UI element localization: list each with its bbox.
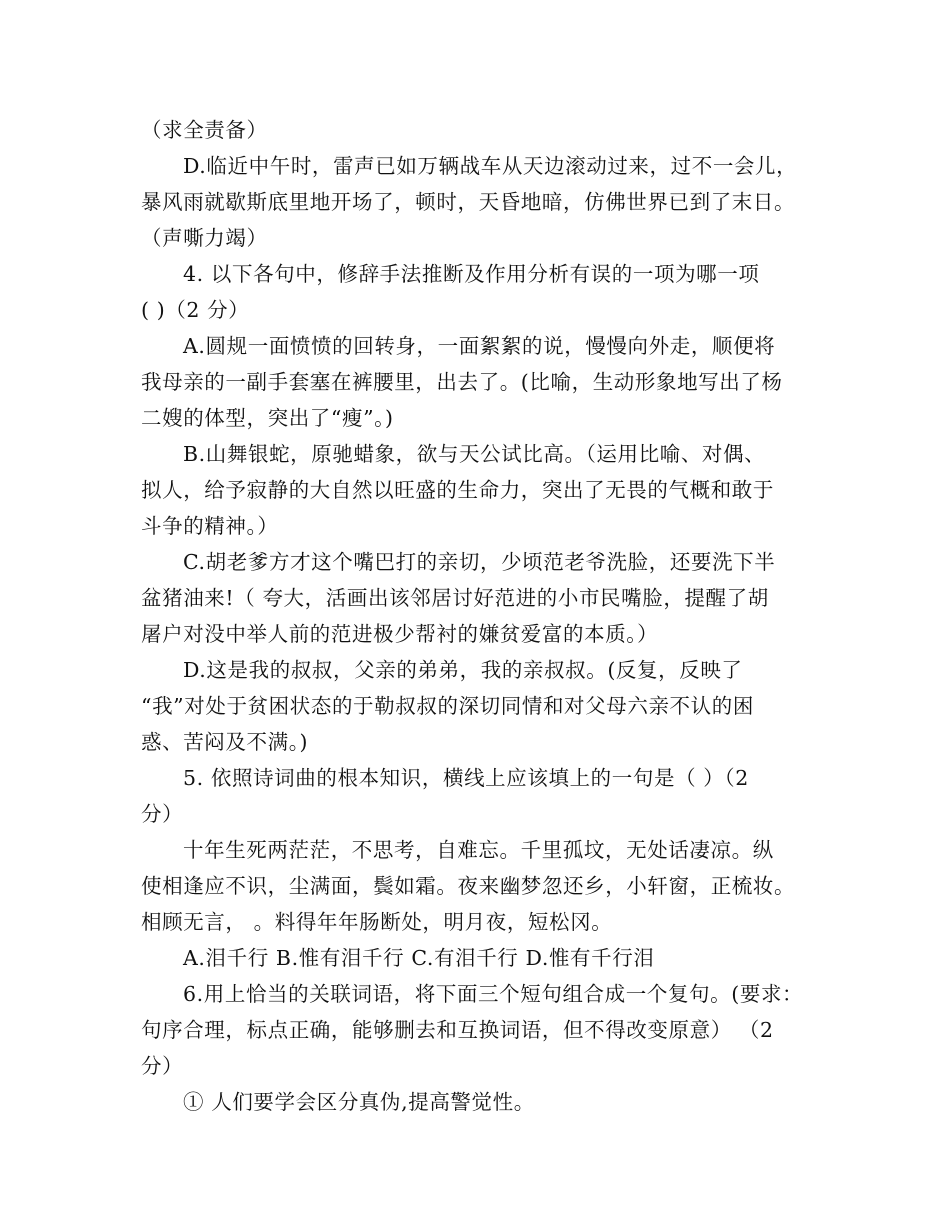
- option-d: D.这是我的叔叔，父亲的弟弟，我的亲叔叔。(反复，反映了: [183, 658, 743, 682]
- question-6-stem: 6.用上恰当的关联词语，将下面三个短句组合成一个复句。(要求：: [183, 982, 804, 1006]
- option-c: C.胡老爹方才这个嘴巴打的亲切，少顷范老爷洗脸，还要洗下半: [183, 550, 776, 574]
- text-line: 盆猪油来!（ 夸大，活画出该邻居讨好范进的小市民嘴脸，提醒了胡: [141, 586, 769, 610]
- text-line: 斗争的精神。）: [141, 514, 279, 538]
- text-line: 分）: [141, 1054, 184, 1078]
- text-line: D.临近中午时，雷声已如万辆战车从天边滚动过来，过不一会儿，: [183, 154, 798, 178]
- question-5-options: A.泪千行 B.惟有泪千行 C.有泪千行 D.惟有千行泪: [183, 946, 655, 970]
- question-6-item-1: ① 人们要学会区分真伪,提高警觉性。: [183, 1090, 535, 1114]
- text-line: 句序合理，标点正确，能够删去和互换词语，但不得改变原意） （2: [141, 1018, 774, 1042]
- text-line: “我”对处于贫困状态的于勒叔叔的深切同情和对父母六亲不认的困: [141, 694, 754, 718]
- text-line: ( )（2 分）: [141, 298, 250, 322]
- text-line: （求全责备）: [141, 118, 268, 142]
- poem-line: 使相逢应不识，尘满面，鬓如霜。夜来幽梦忽还乡，小轩窗，正梳妆。: [141, 874, 796, 898]
- option-a: A.圆规一面愤愤的回转身，一面絮絮的说，慢慢向外走，顺便将: [183, 334, 776, 358]
- question-5-stem: 5. 依照诗词曲的根本知识，横线上应该填上的一句是（ ）（2: [183, 766, 749, 790]
- question-4-stem: 4. 以下各句中，修辞手法推断及作用分析有误的一项为哪一项: [183, 262, 760, 286]
- poem-line: 相顾无言， 。料得年年肠断处，明月夜，短松冈。: [141, 910, 613, 934]
- text-line: 屠户对没中举人前的范进极少帮衬的嫌贫爱富的本质。）: [141, 622, 659, 646]
- text-line: 暴风雨就歇斯底里地开场了，顿时，天昏地暗，仿佛世界已到了末日。: [141, 190, 796, 214]
- text-line: 二嫂的体型，突出了“瘦”。): [141, 406, 394, 430]
- option-b: B.山舞银蛇，原驰蜡象，欲与天公试比高。（运用比喻、对偶、: [183, 442, 766, 466]
- text-line: 分）: [141, 802, 184, 826]
- text-line: 拟人，给予寂静的大自然以旺盛的生命力，突出了无畏的气概和敢于: [141, 478, 774, 502]
- text-line: （声嘶力竭）: [141, 226, 268, 250]
- text-line: 我母亲的一副手套塞在裤腰里，出去了。(比喻，生动形象地写出了杨: [141, 370, 783, 394]
- poem-line: 十年生死两茫茫，不思考，自难忘。千里孤坟，无处话凄凉。纵: [183, 838, 774, 862]
- text-line: 惑、苦闷及不满。): [141, 730, 309, 754]
